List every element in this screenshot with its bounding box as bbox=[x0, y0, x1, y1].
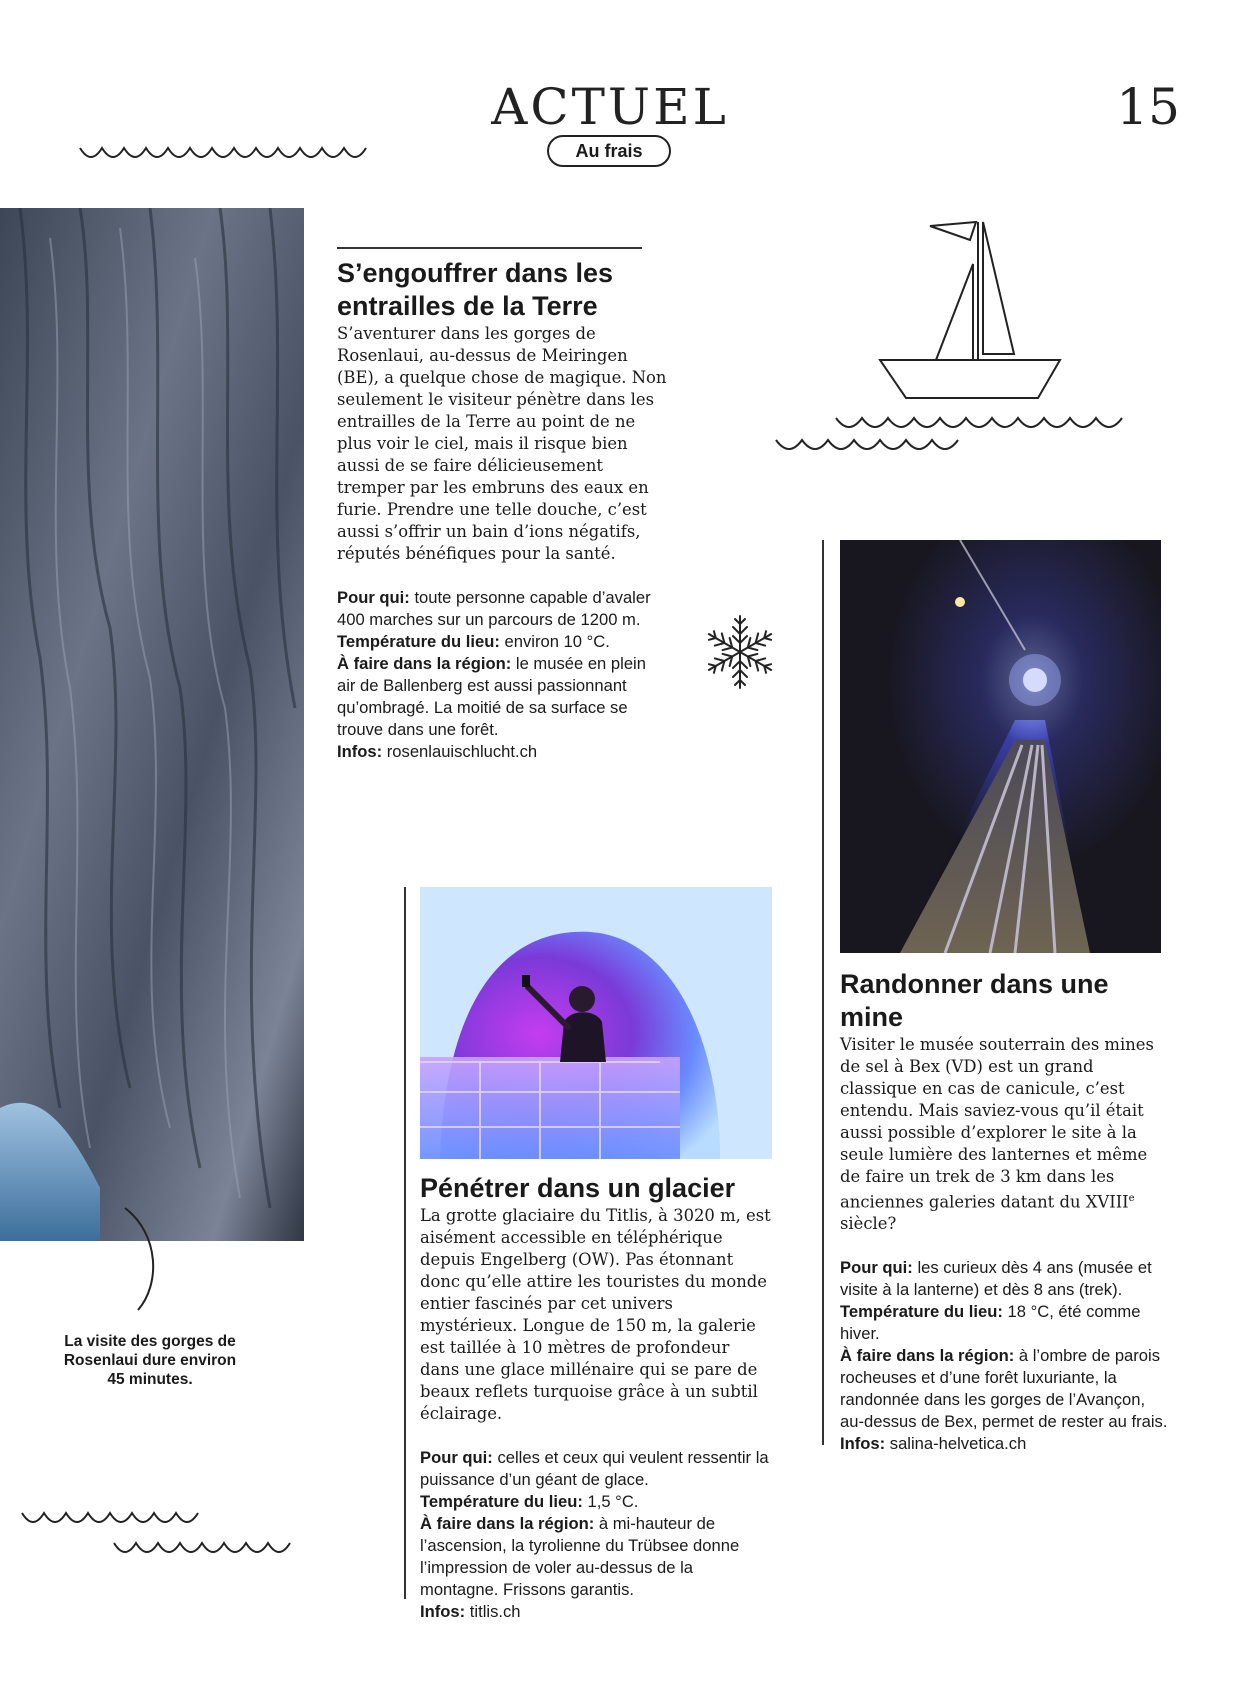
article-body: S’aventurer dans les gorges de Rosenlaui, au-dessus de Meiringen (BE), a quelque chose de magique. Non seulement le visiteur pénètre dans les entrailles de la Terre au point de ne plus voir le ciel, mais il risque bien aussi de se faire délicieusement tremper par les embruns des eaux en furie. Prendre une telle douche, c’est aussi s’offrir un bain d’ions négatifs, réputés bénéfiques pour la santé. bbox=[337, 324, 667, 563]
info-label: Pour qui: bbox=[337, 588, 410, 607]
info-value: toute personne capable d’avaler 400 marches sur un parcours de 1200 m. bbox=[337, 588, 651, 629]
article-rosenlaui bbox=[337, 257, 667, 763]
info-label: Température du lieu: bbox=[840, 1302, 1003, 1322]
info-value: à l’ombre de parois rocheuses et d’une forêt luxuriante, la randonnée dans les gorges de l’Avançon, au-dessus de Bex, permet de rester au frais. bbox=[840, 1346, 1168, 1432]
info-value: à mi-hauteur de l’ascension, la tyrolienne du Trübsee donne l’impression de voler au-dessus de la montagne. Frissons garantis. bbox=[420, 1514, 740, 1599]
caption-pointer-icon bbox=[120, 1205, 170, 1315]
info-label: Pour qui: bbox=[840, 1258, 913, 1278]
bex-mine-photo bbox=[840, 540, 1161, 953]
info-link[interactable]: rosenlauischlucht.ch bbox=[382, 742, 538, 761]
info-value: celles et ceux qui veulent ressentir la puissance d’un géant de glace. bbox=[420, 1448, 769, 1489]
article-body bbox=[840, 1034, 1170, 1235]
section-tag: Au frais bbox=[547, 135, 671, 167]
wave-icon bbox=[112, 1538, 312, 1560]
info-value: le musée en plein air de Ballenberg est aussi passionnant qu’ombragé. La moitié de sa surface se trouve dans une forêt. bbox=[337, 654, 646, 739]
body-text: Visiter le musée souterrain des mines de sel à Bex (VD) est un grand classique en cas de canicule, c’est entendu. Mais saviez-vous qu’il était aussi possible d’explorer le site à la seule lumière des lanternes et même de faire un trek de 3 km dans les anciennes galeries datant du XVIII bbox=[840, 1035, 1154, 1212]
column-rule bbox=[404, 887, 406, 1599]
info-link[interactable]: salina-helvetica.ch bbox=[885, 1434, 1027, 1454]
info-link[interactable]: titlis.ch bbox=[465, 1602, 521, 1621]
article-info bbox=[420, 1447, 772, 1623]
wave-icon bbox=[20, 1508, 220, 1530]
info-value: les curieux dès 4 ans (musée et visite à la lanterne) et dès 8 ans (trek). bbox=[840, 1258, 1152, 1300]
sailboat-icon bbox=[770, 218, 1130, 458]
column-rule bbox=[822, 540, 824, 1445]
info-label: Température du lieu: bbox=[420, 1492, 583, 1511]
info-value: 1,5 °C. bbox=[582, 1492, 639, 1511]
titlis-glacier-photo bbox=[420, 887, 772, 1159]
photo-caption: La visite des gorges de Rosenlaui dure environ 45 minutes. bbox=[63, 1333, 237, 1388]
article-glacier bbox=[420, 1172, 772, 1623]
article-body: La grotte glaciaire du Titlis, à 3020 m, est aisément accessible en téléphérique depuis Engelberg (OW). Pas étonnant donc qu’elle attire les touristes du monde entier fascinés par cet univers mystérieux. Longue de 150 m, la galerie est taillée à 10 mètres de profondeur dans une glace millénaire qui se pare de beaux reflets turquoise grâce à un subtil éclairage. bbox=[420, 1206, 771, 1423]
article-title: Randonner dans une mine bbox=[840, 969, 1109, 1032]
snowflake-icon bbox=[700, 612, 780, 692]
article-rule bbox=[337, 247, 642, 249]
body-superscript: e bbox=[1128, 1193, 1135, 1204]
article-mine bbox=[840, 968, 1170, 1455]
info-label: Pour qui: bbox=[420, 1448, 493, 1467]
body-text: siècle? bbox=[840, 1214, 897, 1234]
rosenlaui-gorge-photo bbox=[0, 208, 304, 1241]
section-title: ACTUEL bbox=[491, 78, 729, 136]
info-value: 18 °C, été comme hiver. bbox=[840, 1302, 1141, 1344]
page-number: 15 bbox=[1116, 78, 1180, 136]
article-info bbox=[840, 1257, 1170, 1455]
wave-icon bbox=[78, 140, 378, 166]
article-info bbox=[337, 587, 667, 763]
info-label: Infos: bbox=[840, 1434, 886, 1454]
article-title: S’engouffrer dans les entrailles de la Terre bbox=[337, 258, 614, 321]
info-label: À faire dans la région: bbox=[840, 1346, 1015, 1366]
info-label: À faire dans la région: bbox=[420, 1514, 595, 1533]
info-label: À faire dans la région: bbox=[337, 654, 512, 673]
info-label: Température du lieu: bbox=[337, 632, 500, 651]
article-title: Pénétrer dans un glacier bbox=[420, 1173, 736, 1203]
info-label: Infos: bbox=[337, 742, 383, 761]
info-label: Infos: bbox=[420, 1602, 466, 1621]
info-value: environ 10 °C. bbox=[499, 632, 610, 651]
